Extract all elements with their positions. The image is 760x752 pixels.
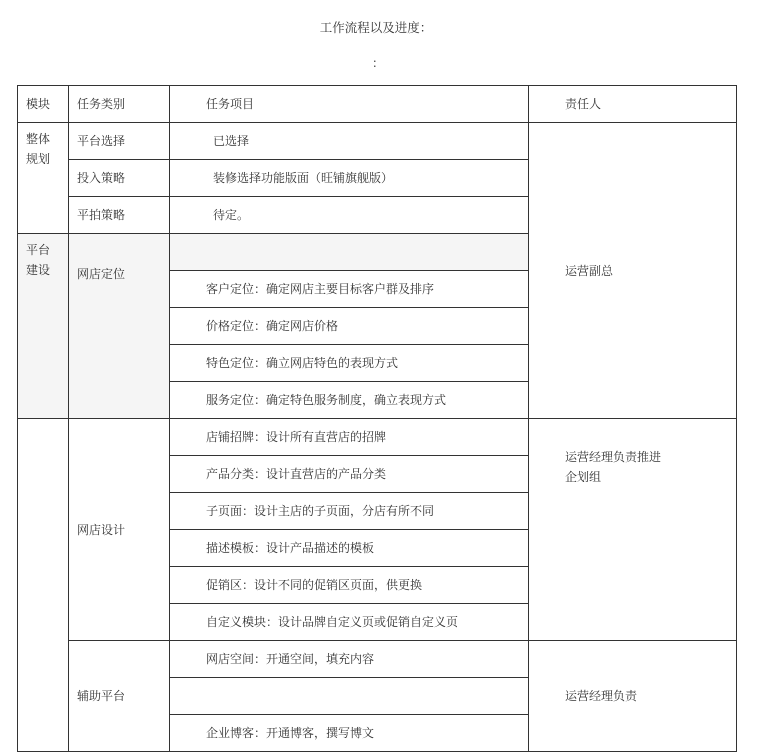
table-row [18, 641, 737, 678]
header-module: 模块 [18, 86, 69, 123]
task-item-cell: 待定。 [170, 197, 529, 234]
module-label-line: 整体 [26, 132, 51, 146]
task-item-cell: 企业博客：开通博客，撰写博文 [170, 715, 529, 752]
task-type-cell: 投入策略 [69, 160, 170, 197]
task-item-cell: 特色定位：确立网店特色的表现方式 [170, 345, 529, 382]
task-item-cell: 服务定位：确定特色服务制度，确立表现方式 [170, 382, 529, 419]
task-item-cell [170, 678, 529, 715]
task-type-aux-platform: 辅助平台 [69, 641, 170, 752]
task-item-cell: 客户定位：确定网店主要目标客户群及排序 [170, 271, 529, 308]
task-item-cell [170, 234, 529, 271]
workflow-table [17, 85, 737, 752]
task-item-cell: 价格定位：确定网店价格 [170, 308, 529, 345]
table-row [18, 123, 737, 160]
task-type-store-design: 网店设计 [69, 419, 170, 641]
task-item-cell: 装修选择功能版面（旺铺旗舰版） [170, 160, 529, 197]
task-type-store-positioning: 网店定位 [69, 234, 170, 419]
task-item-cell: 自定义模块：设计品牌自定义页或促销自定义页 [170, 604, 529, 641]
module-empty-cell [18, 419, 69, 752]
task-item-cell: 网店空间：开通空间，填充内容 [170, 641, 529, 678]
module-label-line: 平台 [26, 243, 51, 257]
subtitle-colon: ： [372, 56, 385, 70]
owner-ops-manager: 运营经理负责 [529, 641, 737, 752]
task-item-cell: 店铺招牌：设计所有直营店的招牌 [170, 419, 529, 456]
page-title: 工作流程以及进度： [319, 20, 433, 35]
owner-ops-vp: 运营副总 [529, 123, 737, 419]
task-item-cell: 子页面：设计主店的子页面，分店有所不同 [170, 493, 529, 530]
owner-line: 企划组 [565, 470, 602, 484]
module-label-line: 规划 [26, 152, 51, 166]
task-item-cell: 促销区：设计不同的促销区页面，供更换 [170, 567, 529, 604]
task-item-cell: 描述模板：设计产品描述的模板 [170, 530, 529, 567]
task-item-cell: 产品分类：设计直营店的产品分类 [170, 456, 529, 493]
task-type-cell: 平拍策略 [69, 197, 170, 234]
header-task-type: 任务类别 [69, 86, 170, 123]
module-label-line: 建设 [26, 263, 51, 277]
task-type-cell: 平台选择 [69, 123, 170, 160]
task-item-cell: 已选择 [170, 123, 529, 160]
owner-line: 运营经理负责推进 [565, 450, 662, 464]
module-overall-planning [18, 123, 69, 234]
module-platform-building [18, 234, 69, 419]
owner-ops-manager-planning [529, 419, 737, 641]
header-row [18, 86, 737, 123]
header-task-item: 任务项目 [170, 86, 529, 123]
header-owner: 责任人 [529, 86, 737, 123]
table-row [18, 419, 737, 456]
